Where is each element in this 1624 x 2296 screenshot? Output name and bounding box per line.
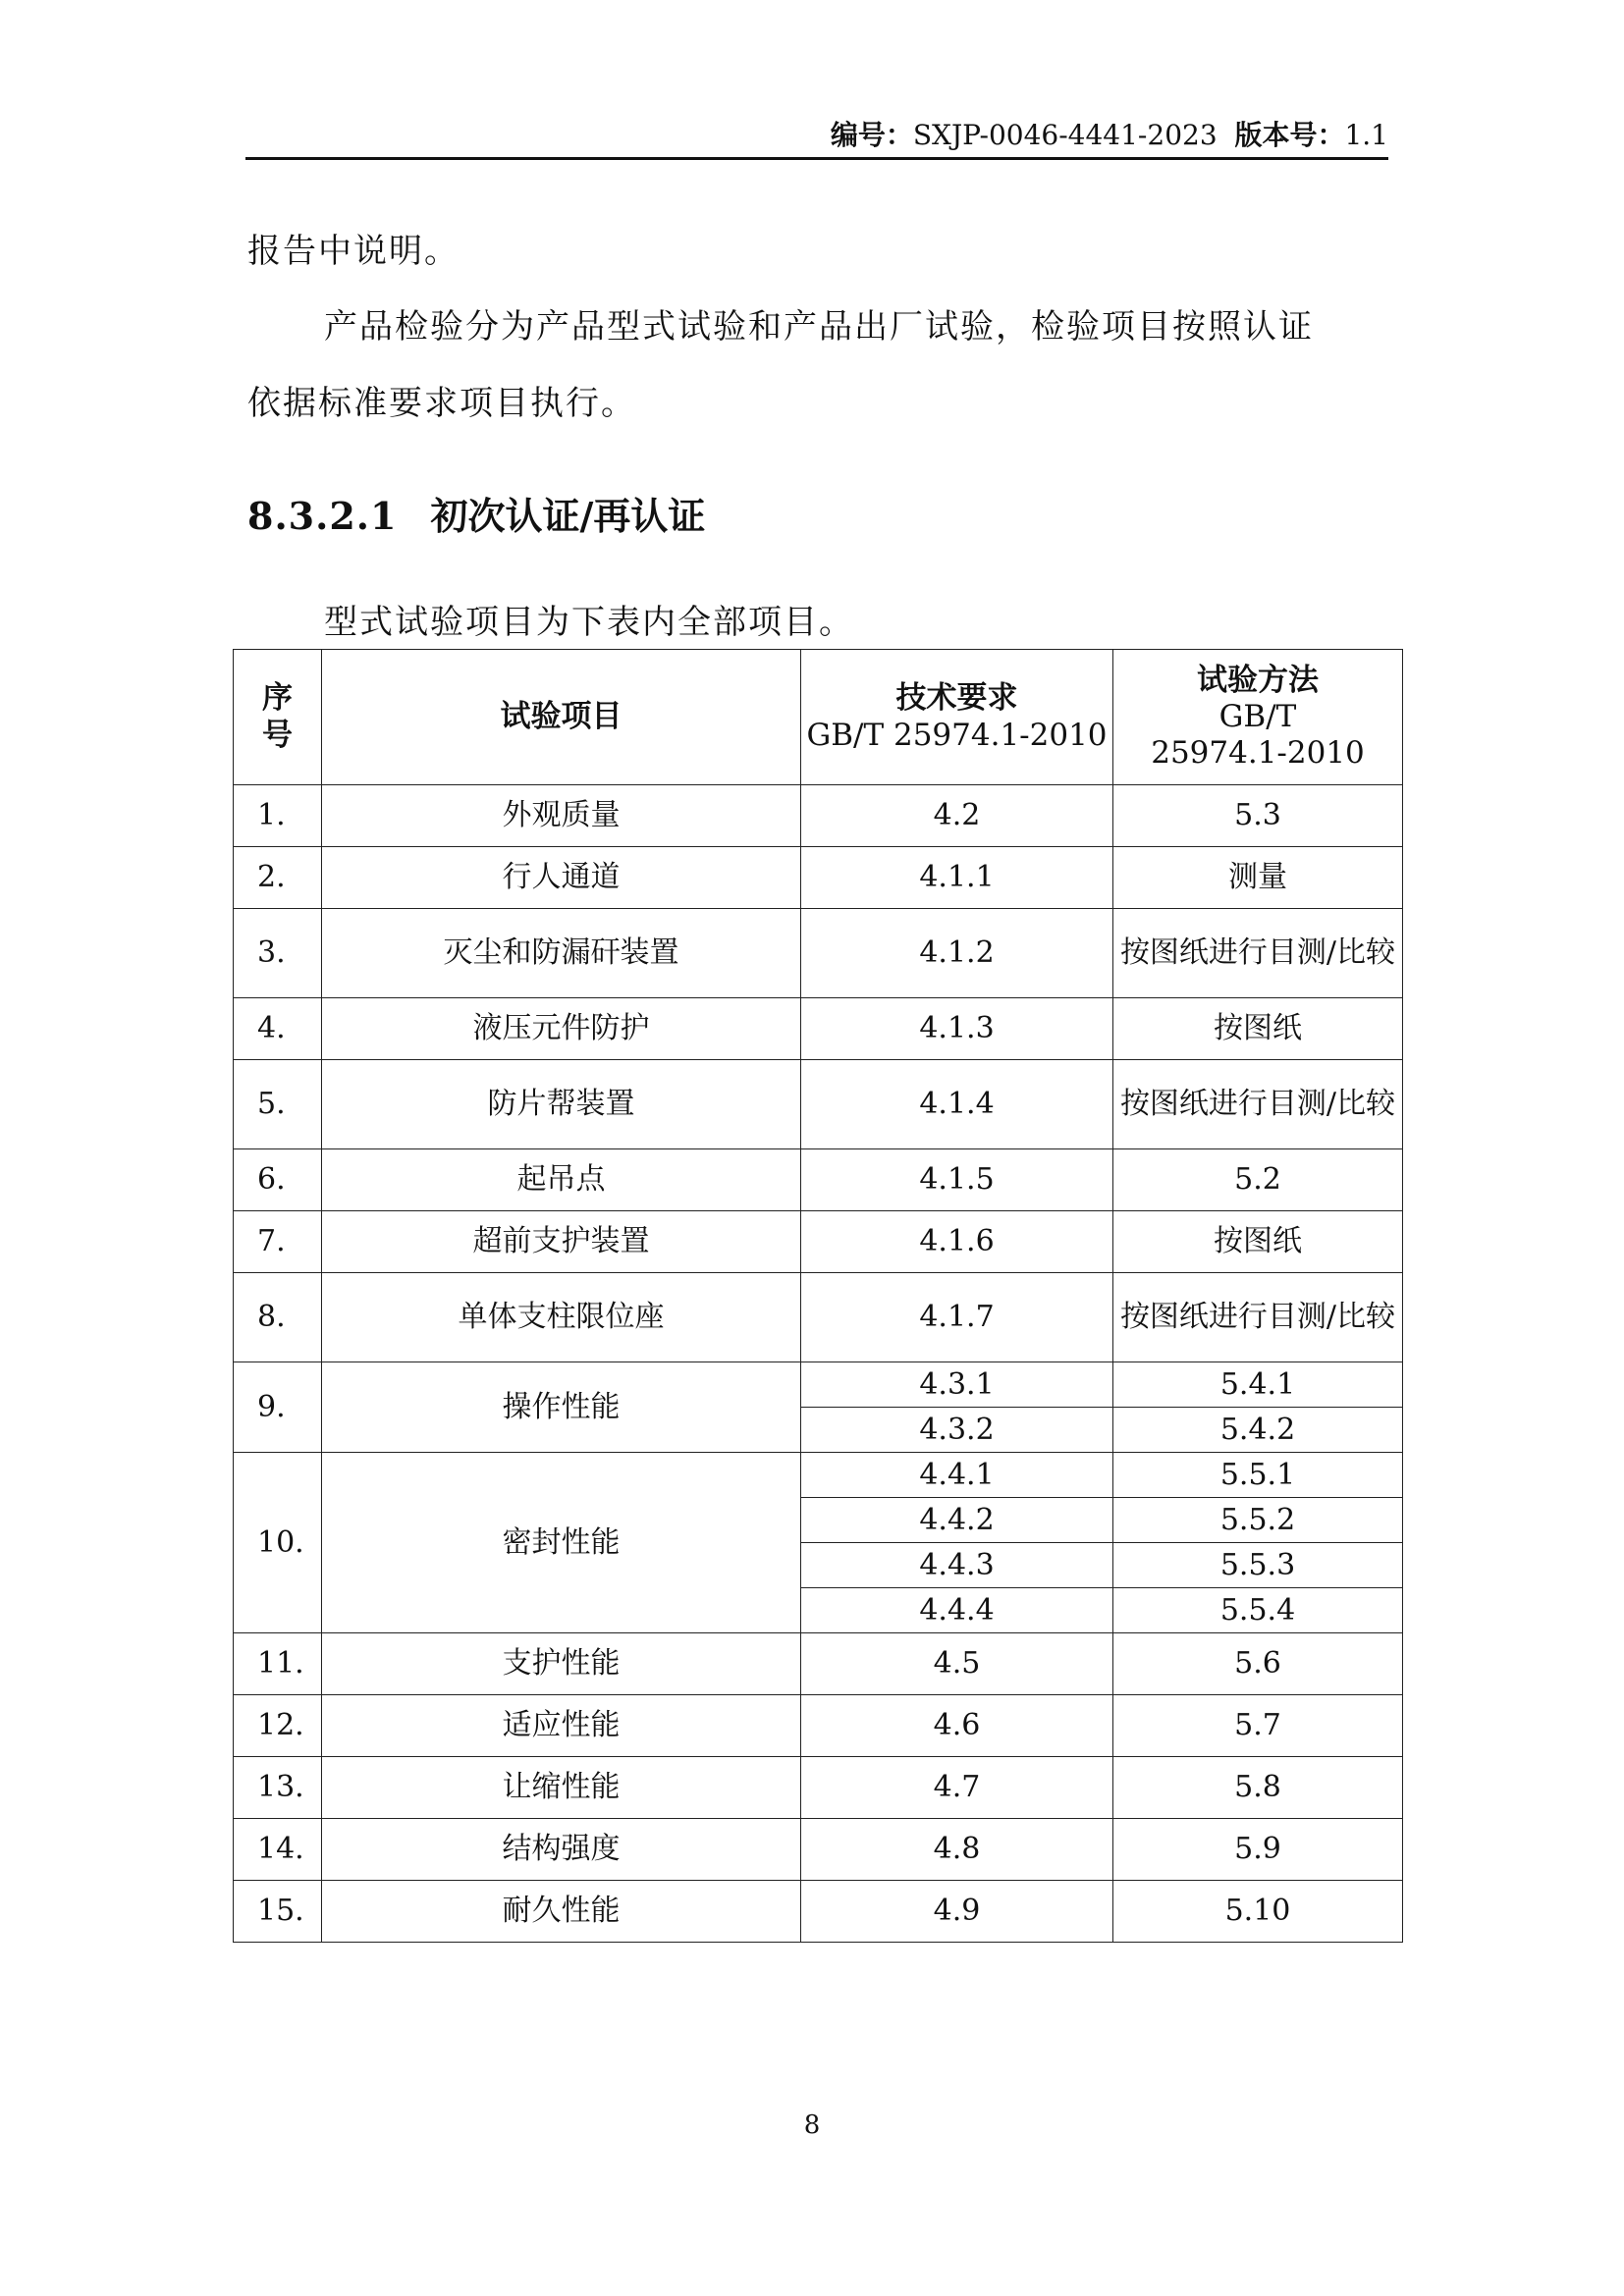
row-number: 3. — [234, 909, 322, 998]
table-row — [234, 1819, 1403, 1881]
test-method: 5.9 — [1113, 1819, 1403, 1881]
test-item-name: 密封性能 — [322, 1453, 801, 1633]
row-number: 13. — [234, 1757, 322, 1819]
row-number: 1. — [234, 785, 322, 847]
page-number: 8 — [803, 2110, 821, 2140]
requirement-clause: 4.4.3 — [801, 1543, 1113, 1588]
table-row — [234, 1060, 1403, 1149]
test-method: 5.3 — [1113, 785, 1403, 847]
section-title: 初次认证/再认证 — [430, 494, 706, 538]
test-method: 5.5.4 — [1113, 1588, 1403, 1633]
row-number: 4. — [234, 998, 322, 1060]
requirement-clause: 4.4.4 — [801, 1588, 1113, 1633]
table-row — [234, 785, 1403, 847]
paragraph-line-3: 依据标准要求项目执行。 — [247, 384, 636, 423]
test-method: 5.4.1 — [1113, 1362, 1403, 1408]
table-row — [234, 1453, 1403, 1498]
table-header-row — [234, 650, 1403, 785]
requirement-clause: 4.3.1 — [801, 1362, 1113, 1408]
table-row — [234, 1362, 1403, 1408]
test-item-name: 外观质量 — [322, 785, 801, 847]
test-method: 5.6 — [1113, 1633, 1403, 1695]
row-number: 10. — [234, 1453, 322, 1633]
requirement-clause: 4.1.7 — [801, 1273, 1113, 1362]
section-heading — [247, 486, 705, 540]
test-method: 测量 — [1113, 847, 1403, 909]
header-requirement: 技术要求 GB/T 25974.1-2010 — [801, 650, 1113, 785]
test-item-name: 操作性能 — [322, 1362, 801, 1453]
requirement-clause: 4.1.1 — [801, 847, 1113, 909]
test-method: 5.10 — [1113, 1881, 1403, 1943]
test-item-name: 结构强度 — [322, 1819, 801, 1881]
row-number: 5. — [234, 1060, 322, 1149]
table-row — [234, 1633, 1403, 1695]
test-method: 5.5.2 — [1113, 1498, 1403, 1543]
table-row — [234, 1757, 1403, 1819]
row-number: 15. — [234, 1881, 322, 1943]
table-row — [234, 1149, 1403, 1211]
table-row — [234, 998, 1403, 1060]
header-seq: 序 号 — [234, 650, 322, 785]
paragraph-line-1: 报告中说明。 — [247, 232, 460, 271]
row-number: 6. — [234, 1149, 322, 1211]
requirement-clause: 4.1.5 — [801, 1149, 1113, 1211]
row-number: 8. — [234, 1273, 322, 1362]
test-method: 按图纸进行目测/比较 — [1113, 1273, 1403, 1362]
test-method: 5.8 — [1113, 1757, 1403, 1819]
requirement-clause: 4.8 — [801, 1819, 1113, 1881]
test-item-name: 行人通道 — [322, 847, 801, 909]
row-number: 7. — [234, 1211, 322, 1273]
table-intro: 型式试验项目为下表内全部项目。 — [324, 603, 854, 642]
test-method: 5.7 — [1113, 1695, 1403, 1757]
test-method: 5.2 — [1113, 1149, 1403, 1211]
test-method: 5.4.2 — [1113, 1408, 1403, 1453]
version-label: 版本号： — [1234, 119, 1345, 151]
requirement-clause: 4.4.1 — [801, 1453, 1113, 1498]
requirement-clause: 4.1.6 — [801, 1211, 1113, 1273]
table-row — [234, 1695, 1403, 1757]
test-method: 按图纸 — [1113, 1211, 1403, 1273]
header-item: 试验项目 — [322, 650, 801, 785]
requirement-clause: 4.1.2 — [801, 909, 1113, 998]
test-method: 按图纸进行目测/比较 — [1113, 909, 1403, 998]
test-method: 按图纸进行目测/比较 — [1113, 1060, 1403, 1149]
table-row — [234, 847, 1403, 909]
test-item-name: 耐久性能 — [322, 1881, 801, 1943]
requirement-clause: 4.4.2 — [801, 1498, 1113, 1543]
test-item-name: 超前支护装置 — [322, 1211, 801, 1273]
test-item-name: 防片帮装置 — [322, 1060, 801, 1149]
requirement-clause: 4.5 — [801, 1633, 1113, 1695]
test-items-table — [233, 649, 1403, 1943]
table-body — [234, 785, 1403, 1943]
table-row — [234, 1881, 1403, 1943]
row-number: 9. — [234, 1362, 322, 1453]
requirement-clause: 4.3.2 — [801, 1408, 1113, 1453]
paragraph-line-2: 产品检验分为产品型式试验和产品出厂试验，检验项目按照认证 — [324, 307, 1314, 347]
table-row — [234, 909, 1403, 998]
test-item-name: 让缩性能 — [322, 1757, 801, 1819]
test-item-name: 适应性能 — [322, 1695, 801, 1757]
test-item-name: 起吊点 — [322, 1149, 801, 1211]
row-number: 12. — [234, 1695, 322, 1757]
section-number: 8.3.2.1 — [247, 494, 398, 538]
version-value: 1.1 — [1344, 119, 1388, 151]
table-row — [234, 1273, 1403, 1362]
test-item-name: 液压元件防护 — [322, 998, 801, 1060]
requirement-clause: 4.2 — [801, 785, 1113, 847]
requirement-clause: 4.9 — [801, 1881, 1113, 1943]
row-number: 11. — [234, 1633, 322, 1695]
table-row — [234, 1211, 1403, 1273]
requirement-clause: 4.1.4 — [801, 1060, 1113, 1149]
requirement-clause: 4.1.3 — [801, 998, 1113, 1060]
requirement-clause: 4.6 — [801, 1695, 1113, 1757]
test-item-name: 灭尘和防漏矸装置 — [322, 909, 801, 998]
row-number: 14. — [234, 1819, 322, 1881]
requirement-clause: 4.7 — [801, 1757, 1113, 1819]
header-method: 试验方法 GB/T 25974.1-2010 — [1113, 650, 1403, 785]
test-method: 5.5.3 — [1113, 1543, 1403, 1588]
row-number: 2. — [234, 847, 322, 909]
test-method: 5.5.1 — [1113, 1453, 1403, 1498]
doc-code-label: 编号： — [830, 119, 913, 151]
test-item-name: 支护性能 — [322, 1633, 801, 1695]
test-method: 按图纸 — [1113, 998, 1403, 1060]
doc-code-value: SXJP-0046-4441-2023 — [912, 119, 1218, 151]
test-item-name: 单体支柱限位座 — [322, 1273, 801, 1362]
page-header — [245, 114, 1388, 160]
